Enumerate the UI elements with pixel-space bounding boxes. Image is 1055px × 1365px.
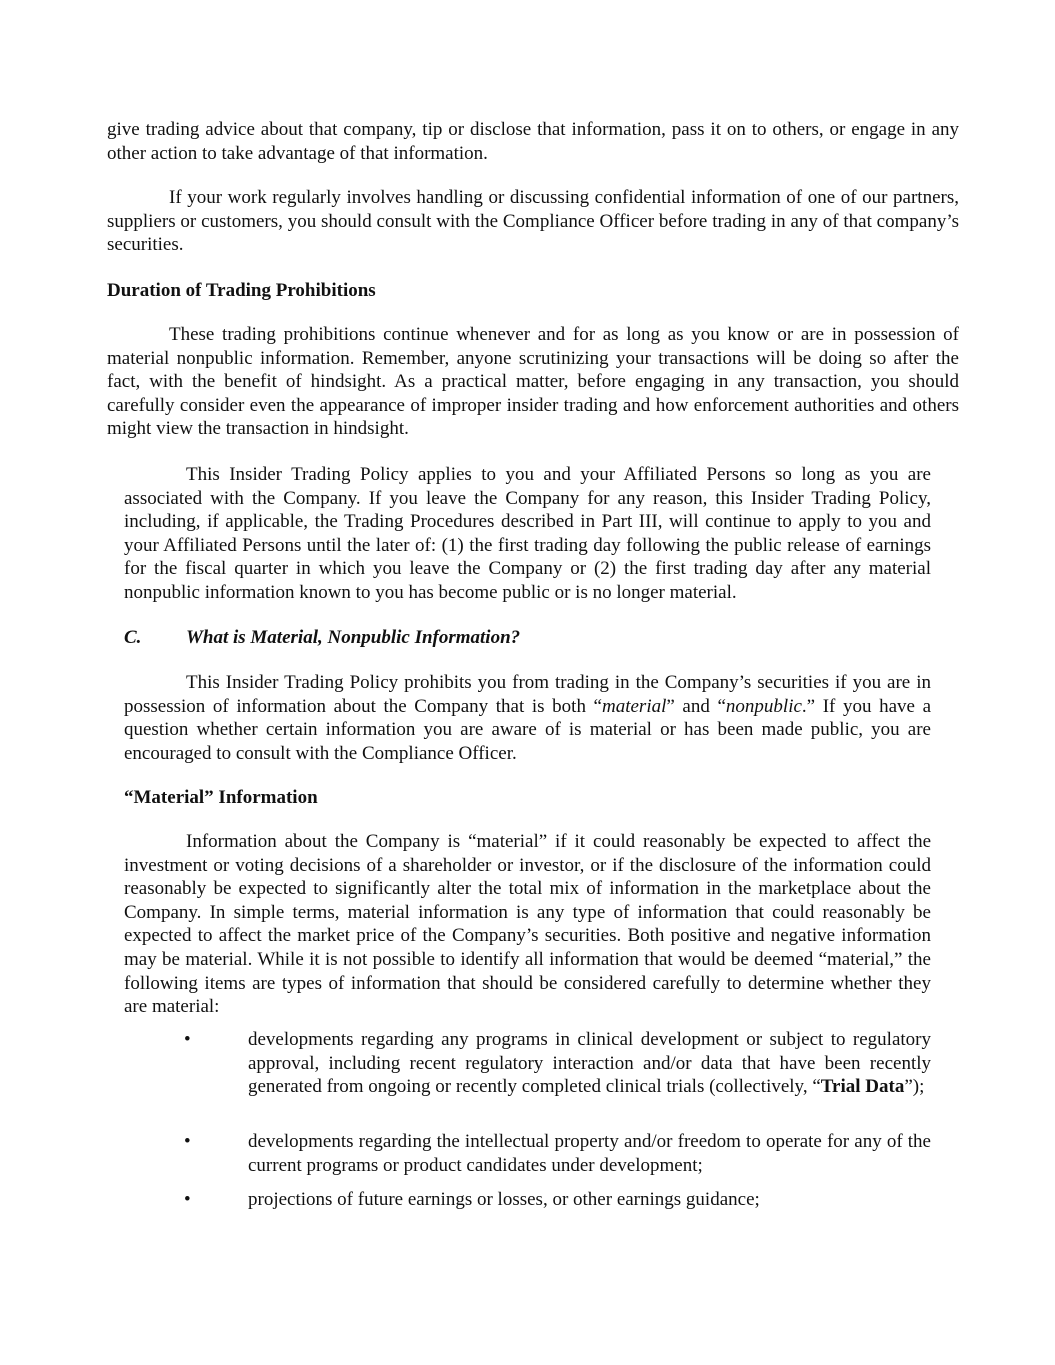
list-item-text: developments regarding the intellectual property and/or freedom to operate for any of the current programs or product candidates under development; <box>248 1131 931 1176</box>
term-material: material <box>602 695 667 717</box>
section-c-letter: C. <box>124 627 142 648</box>
paragraph-material-nonpublic <box>124 671 931 765</box>
paragraph-trading-prohibitions: These trading prohibitions continue whenever and for as long as you know or are in possession of material nonpublic information. Remember, anyone scrutinizing your transactions will be doing so after the fact, with the benefit of hindsight. As a practical matter, before engaging in any transaction, you should carefully consider even the appearance of improper insider trading and how enforcement authorities and others might view the transaction in hindsight. <box>107 324 959 440</box>
p5-text-a: This Insider Trading Policy prohibits you from trading in the Company’s securities if you are in possession of information about the Company that is both “ <box>124 672 931 717</box>
bullet-icon: • <box>184 1131 191 1152</box>
list-item-text: developments regarding any programs in clinical development or subject to regulatory approval, including recent regulatory interaction and/or data that have been recently generated from ongoing or recently completed clinical trials (collectively, “Trial Data”); <box>248 1029 931 1098</box>
list-item <box>124 1028 931 1099</box>
list-item <box>124 1188 931 1212</box>
bullet-icon: • <box>184 1029 191 1050</box>
paragraph-policy-applies: This Insider Trading Policy applies to you and your Affiliated Persons so long as you are associated with the Company. If you leave the Company for any reason, this Insider Trading Policy, including, if applicable, the Trading Procedures described in Part III, will continue to apply to you and your Affiliated Persons until the later of: (1) the first trading day following the public release of earnings for the fiscal quarter in which you leave the Company or (2) the first trading day after any material nonpublic information known to you has become public or is no longer material. <box>124 464 931 603</box>
heading-material-information: “Material” Information <box>124 787 318 808</box>
p5-text-b: ” and “ <box>666 695 726 717</box>
paragraph-material-definition: Information about the Company is “material” if it could reasonably be expected to affect the investment or voting decisions of a shareholder or investor, or if the disclosure of the information could reasonably be expected to significantly alter the total mix of information in the marketplace about the Company. In simple terms, material information is any type of information that could reasonably be expected to affect the market price of the Company’s securities. Both positive and negative information may be material. While it is not possible to identify all information that would be deemed “material,” the following items are types of information that should be considered carefully to determine whether they are material: <box>124 831 931 1018</box>
section-c-heading <box>124 626 931 650</box>
paragraph-continuation: give trading advice about that company, tip or disclose that information, pass it on to others, or engage in any other action to take advantage of that information. <box>107 119 959 164</box>
list-item-text: projections of future earnings or losses, or other earnings guidance; <box>248 1189 760 1210</box>
paragraph-confidential-info: If your work regularly involves handling or discussing confidential information of one of our partners, suppliers or customers, you should consult with the Compliance Officer before trading in any of that company’s securities. <box>107 187 959 256</box>
p5-text-c: .” If you have a question whether certain information you are aware of is material or has been made public, you are encouraged to consult with the Compliance Officer. <box>124 695 931 764</box>
list-item <box>124 1130 931 1177</box>
heading-duration-of-trading-prohibitions: Duration of Trading Prohibitions <box>107 280 376 301</box>
bullet-icon: • <box>184 1189 191 1210</box>
term-trial-data: Trial Data <box>820 1076 905 1098</box>
section-c-title: What is Material, Nonpublic Information? <box>186 627 521 648</box>
term-nonpublic: nonpublic <box>725 695 802 717</box>
